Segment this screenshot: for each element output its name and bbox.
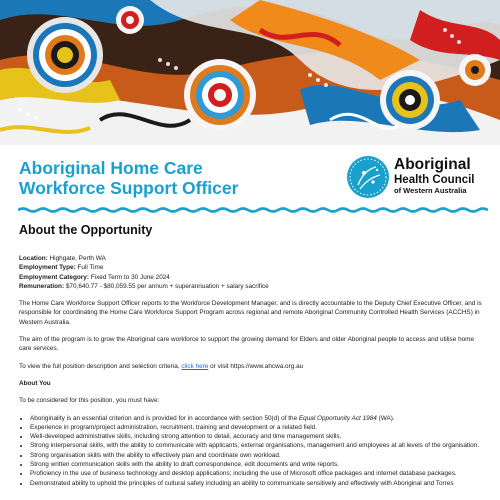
view-suffix: or visit https://www.ahcwa.org.au bbox=[208, 362, 304, 370]
remuneration-row bbox=[19, 282, 485, 291]
logo-line-2: Health Council bbox=[394, 173, 475, 186]
concentric-circle-left bbox=[27, 17, 103, 93]
employment-type-value: Full Time bbox=[77, 264, 104, 272]
requirement-item: • Strong interpersonal skills, with the ability to communicate with applicants, external organisations, management and employees at all levels of the organisation. bbox=[30, 441, 485, 450]
section-title: About the Opportunity bbox=[19, 223, 153, 237]
aboriginal-art-banner bbox=[0, 0, 500, 145]
requirement-1-text: Aboriginality is an essential criterion and is provided for in accordance with section 50(d) of the bbox=[30, 414, 299, 422]
consider-intro: To be considered for this position, you must have: bbox=[19, 397, 160, 405]
logo-line-1: Aboriginal bbox=[394, 156, 471, 173]
job-details bbox=[19, 254, 485, 291]
job-title-line-1: Aboriginal Home Care bbox=[19, 158, 203, 178]
requirement-item: • Strong organisation skills with the ability to effectively plan and coordinate own workload. bbox=[30, 451, 485, 460]
ahcwa-emblem-icon bbox=[346, 155, 390, 199]
employment-category-value: Fixed Term to 30 June 2024 bbox=[90, 273, 170, 281]
click-here-link[interactable]: click here bbox=[181, 362, 209, 370]
requirement-item: • Proficiency in the use of business technology and desktop applications; including the use of Microsoft office packages and internet database packages. bbox=[30, 469, 485, 478]
employment-type-row bbox=[19, 263, 485, 272]
concentric-circle-center bbox=[184, 59, 256, 131]
job-title bbox=[19, 158, 319, 198]
requirement-1-suffix: (WA). bbox=[376, 414, 395, 422]
location-label: Location: bbox=[19, 255, 48, 262]
remuneration-label: Remuneration: bbox=[19, 282, 65, 290]
view-prefix: To view the full position description and selection criteria, bbox=[19, 362, 182, 370]
logo-line-3: of Western Australia bbox=[394, 186, 467, 195]
remuneration-value: $70,640.77 - $80,059.55 per annum + superannuation + salary sacrifice bbox=[65, 282, 269, 290]
requirement-item: • Well-developed administrative skills, including strong attention to detail, accuracy and time management skills. bbox=[30, 432, 485, 441]
location-value: Highgate, Perth WA bbox=[49, 255, 106, 262]
employment-type-label: Employment Type: bbox=[19, 264, 76, 272]
about-you-heading: About You bbox=[19, 379, 51, 387]
employment-category-label: Employment Category: bbox=[19, 273, 89, 281]
requirement-item: • Experience in program/project administration, recruitment, training and development or a related field. bbox=[30, 423, 485, 432]
wavy-divider bbox=[18, 205, 488, 215]
requirement-item: • Strong written communication skills with the ability to draft correspondence, edit documents and write reports. bbox=[30, 460, 485, 469]
banner-artwork bbox=[0, 0, 500, 145]
main-content bbox=[19, 222, 485, 488]
ahcwa-logo bbox=[346, 155, 496, 203]
description-paragraph-2: The aim of the program is to grow the Aboriginal care workforce to support the growing demand for Elders and older Aboriginal people to access and utilise home care services. bbox=[19, 336, 475, 353]
requirement-item bbox=[30, 414, 485, 423]
concentric-circle-right bbox=[380, 70, 440, 130]
page-header bbox=[0, 145, 500, 210]
job-title-line-2: Workforce Support Officer bbox=[19, 178, 239, 198]
requirements-list bbox=[19, 414, 485, 488]
logo-wordmark bbox=[394, 157, 475, 195]
description-paragraph-1: The Home Care Workforce Support Officer reports to the Workforce Development Manager, and is directly accountable to the Deputy Chief Executive Officer, and is responsible for coordinating the Home Care Workforce Support Program across regional and remote Aboriginal Community Controlled Health Services (ACCHS) in Western Australia. bbox=[19, 300, 482, 326]
location-row bbox=[19, 254, 485, 263]
requirement-item: • Demonstrated ability to uphold the principles of cultural safety including an ability to communicate sensitively and effectively with Aboriginal and Torres bbox=[30, 479, 485, 488]
equal-opportunity-act: Equal Opportunity Act 1984 bbox=[298, 414, 377, 422]
employment-category-row bbox=[19, 273, 485, 282]
view-position-paragraph bbox=[19, 362, 485, 371]
